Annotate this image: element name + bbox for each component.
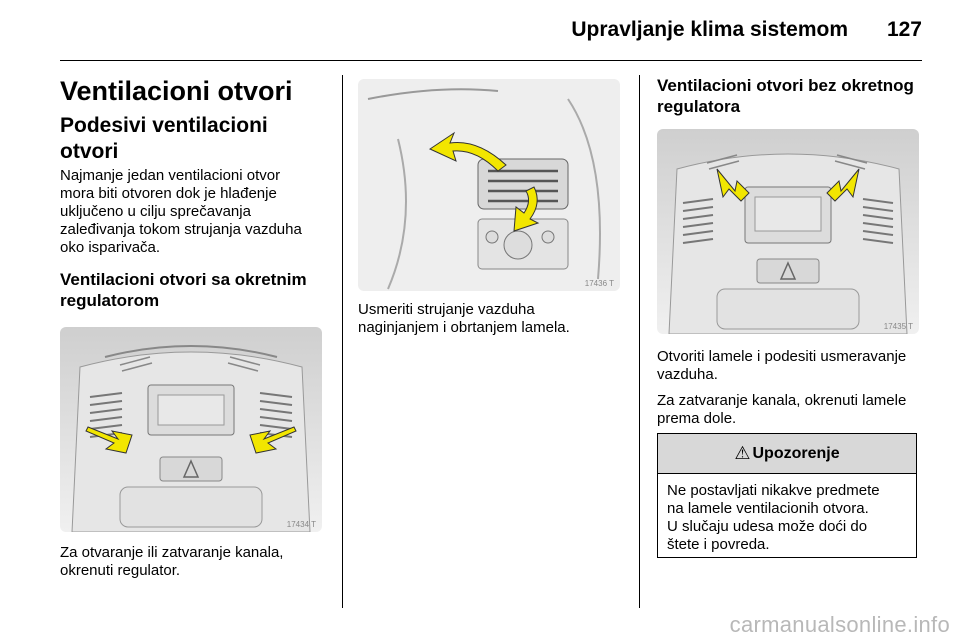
intro-line: oko isparivača. bbox=[60, 239, 161, 256]
figure-code: 17435 T bbox=[883, 322, 913, 331]
warning-triangle-icon: ⚠ bbox=[734, 443, 751, 463]
dashboard-vents-figure bbox=[60, 327, 322, 532]
paragraph-line: prema dole. bbox=[657, 410, 737, 427]
section-title: Ventilacioni otvori bbox=[60, 76, 293, 106]
dashboard-fixed-figure bbox=[657, 129, 919, 334]
intro-line: mora biti otvoren dok je hlađenje bbox=[60, 185, 277, 202]
vent-louvre-illustration bbox=[358, 79, 620, 291]
figure-code: 17436 T bbox=[584, 279, 614, 288]
figure-caption bbox=[60, 544, 330, 580]
caption-line: Usmeriti strujanje vazduha bbox=[358, 301, 535, 318]
heading-line: Ventilacioni otvori sa okretnim bbox=[60, 270, 307, 289]
instruction-paragraph bbox=[657, 348, 922, 384]
warning-body bbox=[658, 474, 916, 554]
header-title: Upravljanje klima sistemom bbox=[571, 18, 848, 41]
caption-line: okrenuti regulator. bbox=[60, 562, 181, 579]
figure-caption bbox=[358, 301, 623, 337]
column-3 bbox=[657, 75, 922, 428]
rotary-vents-heading bbox=[60, 269, 330, 311]
dashboard-fixed-illustration bbox=[657, 129, 919, 334]
column-divider-1 bbox=[342, 75, 343, 608]
heading-line: regulatora bbox=[657, 97, 741, 116]
paragraph-line: Za zatvaranje kanala, okrenuti lamele bbox=[657, 392, 907, 409]
warning-line: štete i povreda. bbox=[667, 536, 770, 553]
warning-line: U slučaju udesa može doći do bbox=[667, 518, 868, 535]
paragraph-line: Otvoriti lamele i podesiti usmeravanje bbox=[657, 348, 907, 365]
fixed-vents-heading bbox=[657, 75, 922, 117]
heading-line: Ventilacioni otvori bez okretnog bbox=[657, 76, 914, 95]
warning-line: na lamele ventilacionih otvora. bbox=[667, 500, 869, 517]
column-2 bbox=[358, 75, 623, 337]
column-1 bbox=[60, 75, 330, 580]
warning-box bbox=[657, 433, 917, 558]
heading-line: regulatorom bbox=[60, 291, 160, 310]
dashboard-rotary-illustration bbox=[60, 327, 322, 532]
subsection-title: Podesivi ventilacioni otvori bbox=[60, 114, 268, 163]
header-rule bbox=[60, 60, 922, 61]
page-header bbox=[0, 0, 960, 60]
page-number: 127 bbox=[886, 18, 922, 41]
paragraph-line: vazduha. bbox=[657, 366, 718, 383]
watermark[interactable]: carmanualsonline.info bbox=[729, 612, 950, 637]
column-divider-2 bbox=[639, 75, 640, 608]
intro-line: uključeno u cilju sprečavanja bbox=[60, 203, 251, 220]
warning-line: Ne postavljati nikakve predmete bbox=[667, 482, 880, 499]
warning-title: Upozorenje bbox=[752, 444, 840, 462]
intro-line: zaleđivanja tokom strujanja vazduha bbox=[60, 221, 302, 238]
vent-adjust-figure bbox=[358, 79, 620, 291]
figure-code: 17434 T bbox=[286, 520, 316, 529]
intro-paragraph bbox=[60, 167, 330, 257]
intro-line: Najmanje jedan ventilacioni otvor bbox=[60, 167, 281, 184]
instruction-paragraph bbox=[657, 392, 922, 428]
caption-line: Za otvaranje ili zatvaranje kanala, bbox=[60, 544, 284, 561]
caption-line: naginjanjem i obrtanjem lamela. bbox=[358, 319, 570, 336]
warning-header bbox=[658, 434, 916, 474]
